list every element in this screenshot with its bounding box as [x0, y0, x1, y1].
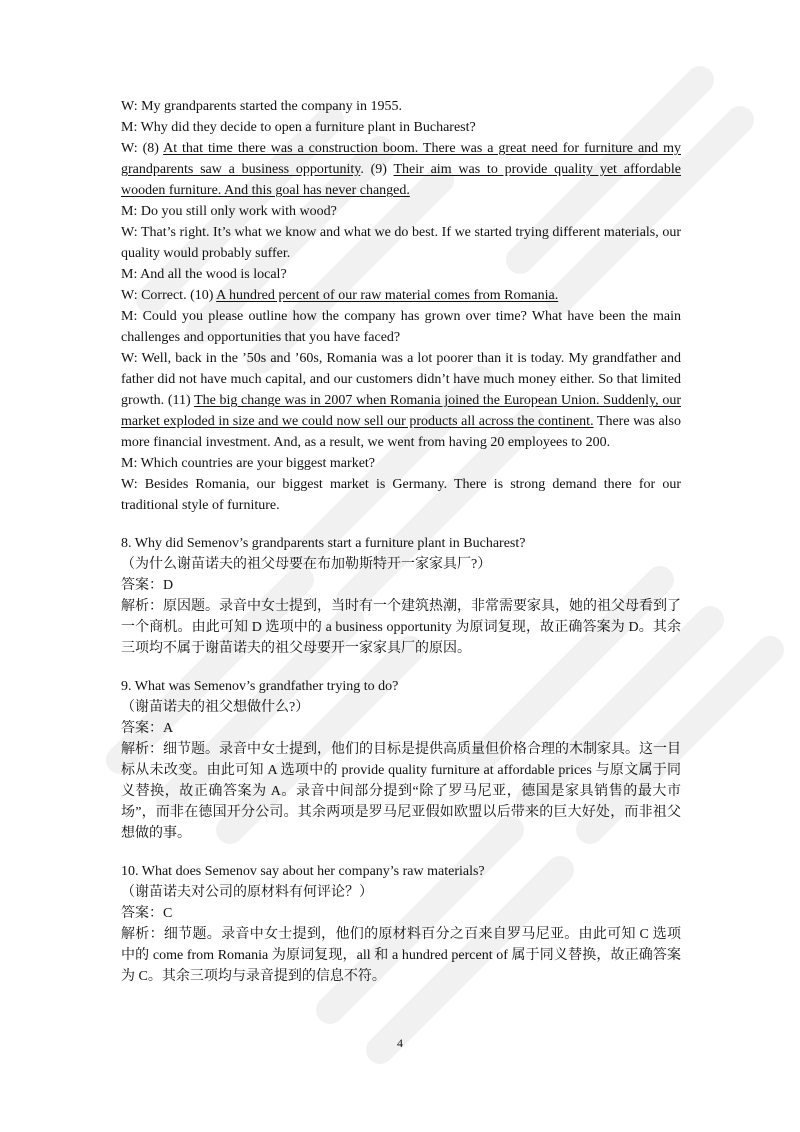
dialogue-text: That’s right. It’s what we know and what we do best. If we started trying different materials, our quality would probably suffer.: [121, 225, 681, 261]
speaker-label: W:: [121, 225, 138, 240]
page-number: 4: [397, 1036, 403, 1050]
speaker-label: W:: [121, 288, 138, 303]
speaker-label: W:: [121, 99, 138, 114]
question-translation: （谢苗诺夫的祖父想做什么?）: [121, 700, 310, 715]
dialogue-line: [121, 474, 681, 516]
answer-text: 答案：D: [121, 578, 174, 593]
dialogue-text: Do you still only work with wood?: [140, 204, 337, 219]
dialogue-text: My grandparents started the company in 1955.: [141, 99, 402, 114]
dialogue-line: [121, 348, 681, 453]
dialogue-line: [121, 285, 681, 306]
dialogue-line: [121, 453, 681, 474]
answer-underline-8: At that time there was a construction boom. There was a great need for furniture and my grandparents saw a business opportunity: [121, 141, 681, 177]
question-block-9: [121, 676, 681, 844]
answer-underline-11: The big change was in 2007 when Romania joined the European Union. Suddenly, our market exploded in size and we could now sell our products all across the continent.: [121, 393, 681, 429]
dialogue-line: [121, 117, 681, 138]
dialogue-line: [121, 222, 681, 264]
question-block-8: [121, 533, 681, 659]
page-content: [121, 96, 681, 987]
analysis-text: 解析：细节题。录音中女士提到，他们的原材料百分之百来自罗马尼亚。由此可知 C 选项中的 come from Romania 为原词复现，all 和 a hundred percent of 属于同义替换，故正确答案为 C。其余三项均与录音提到的信息不符。: [121, 927, 681, 984]
dialogue-text: (8): [142, 141, 164, 156]
dialogue-line: [121, 96, 681, 117]
dialogue-text: Besides Romania, our biggest market is Germany. There is strong demand there for our traditional style of furniture.: [121, 477, 682, 513]
question-text: 8. Why did Semenov’s grandparents start a furniture plant in Bucharest?: [121, 536, 526, 551]
dialogue-line: [121, 264, 681, 285]
speaker-label: M:: [121, 309, 138, 324]
answer-text: 答案：A: [121, 721, 174, 736]
analysis-text: 解析：细节题。录音中女士提到，他们的目标是提供高质量但价格合理的木制家具。这一目标从未改变。由此可知 A 选项中的 provide quality furniture at affordable prices 与原文属于同义替换，故正确答案为 A。录音中间部分提到“除了罗马尼亚，德国是家具销售的最大市场”，而非在德国开分公司。其余两项是罗马尼亚假如欧盟以后带来的巨大好处，而非祖父想做的事。: [121, 742, 681, 841]
dialogue-line: [121, 306, 681, 348]
question-translation: （谢苗诺夫对公司的原材料有何评论？）: [121, 885, 373, 900]
dialogue-text: There was also more financial investment. And, as a result, we went from having 20 employees to 200.: [121, 414, 682, 450]
speaker-label: M:: [121, 204, 138, 219]
speaker-label: W:: [121, 141, 138, 156]
dialogue-text: . (9): [360, 162, 394, 177]
question-translation: （为什么谢苗诺夫的祖父母要在布加勒斯特开一家家具厂?）: [121, 557, 492, 572]
question-text: 9. What was Semenov’s grandfather trying to do?: [121, 679, 399, 694]
question-block-10: [121, 861, 681, 987]
answer-text: 答案：C: [121, 906, 173, 921]
dialogue-text: Which countries are your biggest market?: [140, 456, 376, 471]
dialogue-text: Why did they decide to open a furniture plant in Bucharest?: [140, 120, 476, 135]
dialogue-line: [121, 138, 681, 201]
answer-underline-9: Their aim was to provide quality yet affordable wooden furniture. And this goal has never changed.: [121, 162, 681, 198]
speaker-label: M:: [121, 456, 138, 471]
dialogue-transcript: [121, 96, 681, 516]
dialogue-text: Could you please outline how the company has grown over time? What have been the main challenges and opportunities that you have faced?: [121, 309, 682, 345]
answer-underline-10: A hundred percent of our raw material comes from Romania.: [216, 288, 559, 303]
dialogue-text: Correct. (10): [141, 288, 217, 303]
speaker-label: W:: [121, 477, 138, 492]
speaker-label: M:: [121, 267, 138, 282]
dialogue-line: [121, 201, 681, 222]
dialogue-text: And all the wood is local?: [140, 267, 287, 282]
question-text: 10. What does Semenov say about her company’s raw materials?: [121, 864, 485, 879]
speaker-label: M:: [121, 120, 138, 135]
speaker-label: W:: [121, 351, 138, 366]
analysis-text: 解析：原因题。录音中女士提到，当时有一个建筑热潮，非常需要家具，她的祖父母看到了一个商机。由此可知 D 选项中的 a business opportunity 为原词复现，故正确答案为 D。其余三项均不属于谢苗诺夫的祖父母要开一家家具厂的原因。: [121, 599, 681, 656]
dialogue-text: Well, back in the ’50s and ’60s, Romania was a lot poorer than it is today. My grandfather and father did not have much capital, and our customers didn’t have much money either. So that limited growth. (11): [121, 351, 682, 408]
